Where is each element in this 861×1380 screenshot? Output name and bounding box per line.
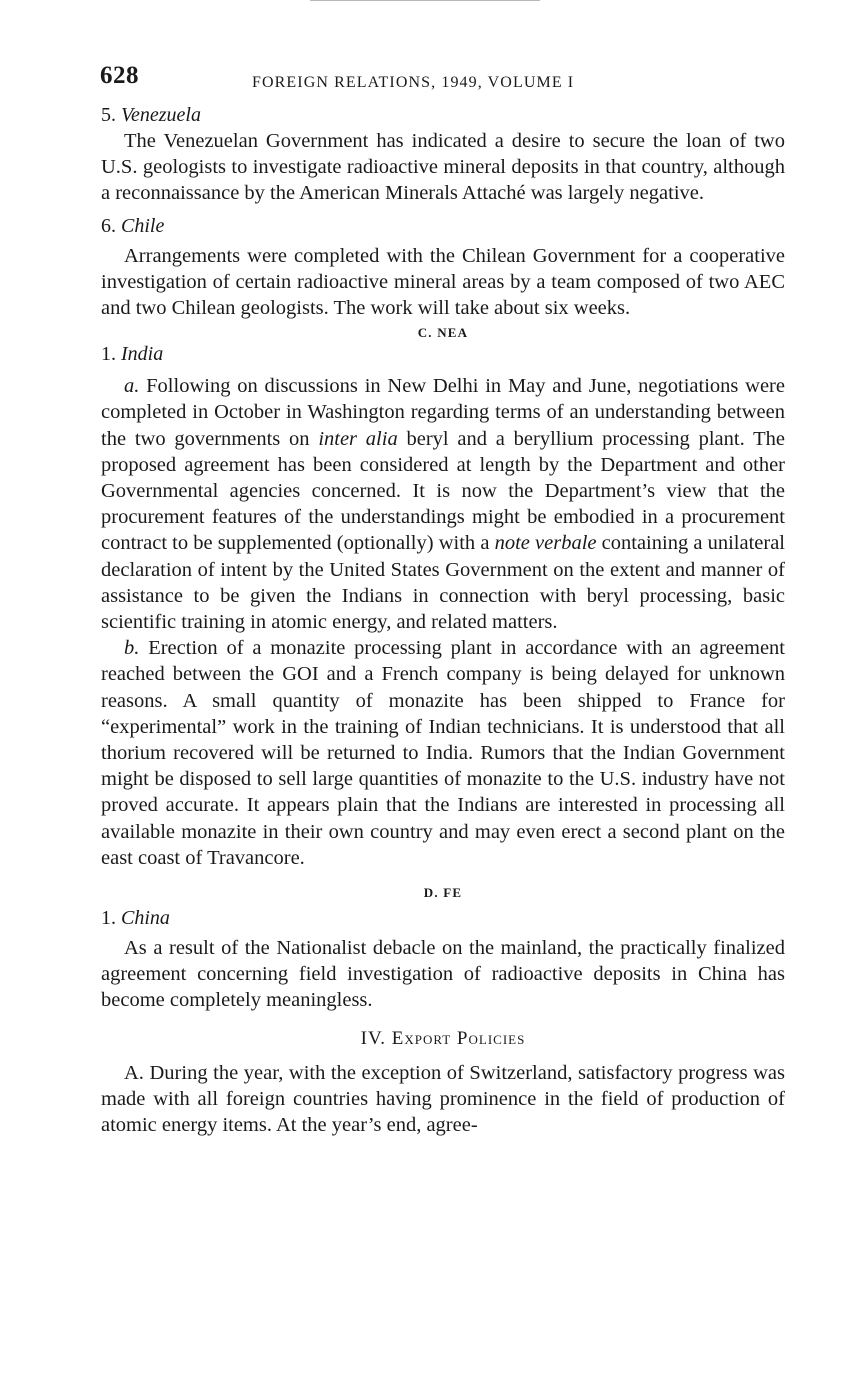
paragraph-text: Erection of a monazite processing plant in accordance with an agreement reached between the GOI and a French company is being delayed for unknown reasons. A small quantity of monazite has been shipped to France for “experimental” work in the training of Indian technicians. It is understood that all thorium recovered will be returned to India. Rumors that the Indian Government might be disposed to sell large quantities of monazite to the U.S. industry have not proved accurate. It appears plain that the Indians are interested in processing all available monazite in their own country and may even erect a second plant on the east coast of Travancore.: [101, 637, 785, 869]
subheading-name: China: [121, 907, 170, 930]
subheading-name: Venezuela: [121, 104, 201, 126]
document-page: [101, 62, 785, 1138]
paragraph-marker: a.: [124, 375, 140, 398]
paragraph-marker: b.: [124, 637, 140, 660]
paragraph-china: As a result of the Nationalist debacle on the mainland, the practically finalized agreement concerning field investigation of radioactive deposits in China has become completely meaningless.: [101, 937, 785, 1012]
subheading-number: 5.: [101, 104, 116, 126]
paragraph-text: beryl and a beryllium processing plant. The proposed agreement has been considered at length by the Department and other Governmental agencies concerned. It is now the Department’s view that the procurement features of the understandings might be embodied in a procurement contract to be supplemented (optionally) with a: [101, 427, 785, 555]
subheading-name: Chile: [121, 214, 165, 237]
section-label-nea: C. NEA: [417, 325, 469, 341]
subheading-number: 1.: [101, 907, 116, 930]
page-header: [101, 62, 785, 102]
section-label-fe: D. FE: [423, 885, 463, 901]
part-heading-export-policies: IV. Export Policies: [360, 1027, 526, 1049]
paragraph-india-a: [101, 373, 785, 635]
subheading-number: 6.: [101, 214, 116, 237]
latin-phrase: inter alia: [318, 427, 398, 450]
running-title: FOREIGN RELATIONS, 1949, VOLUME I: [252, 74, 575, 91]
paragraph-venezuela: The Venezuelan Government has indicated a desire to secure the loan of two U.S. geologists to investigate radioactive mineral deposits in that country, although a reconnaissance by the American Minerals Attaché was largely negative.: [101, 130, 785, 205]
subheading-india: [101, 341, 785, 367]
page-number: 628: [100, 62, 139, 89]
paragraph-export-policies: A. During the year, with the exception of Switzerland, satisfactory progress was made with all foreign countries having prominence in the field of production of atomic energy items. At the year’s end, agree-: [101, 1061, 785, 1137]
top-edge-rule: [310, 0, 540, 1]
subheading-china: [101, 905, 785, 931]
subheading-venezuela: [101, 102, 785, 128]
paragraph-text: containing a unilateral declaration of intent by the United States Government on the extent and manner of assistance to be given the Indians in connection with beryl processing, basic scientific training in atomic energy, and related matters.: [101, 532, 786, 634]
paragraph-india-b: [101, 635, 785, 871]
paragraph-chile: Arrangements were completed with the Chilean Government for a cooperative investigation of certain radioactive mineral areas by a team composed of two AEC and two Chilean geologists. The work will take about six weeks.: [101, 244, 785, 320]
latin-phrase: note verbale: [494, 532, 597, 555]
subheading-chile: [101, 213, 785, 239]
subheading-name: India: [121, 343, 164, 366]
subheading-number: 1.: [101, 343, 116, 366]
paragraph-text: Following on discussions in New Delhi in May and June, negotiations were completed in October in Washington regarding terms of an understanding between the two governments on: [101, 375, 785, 450]
